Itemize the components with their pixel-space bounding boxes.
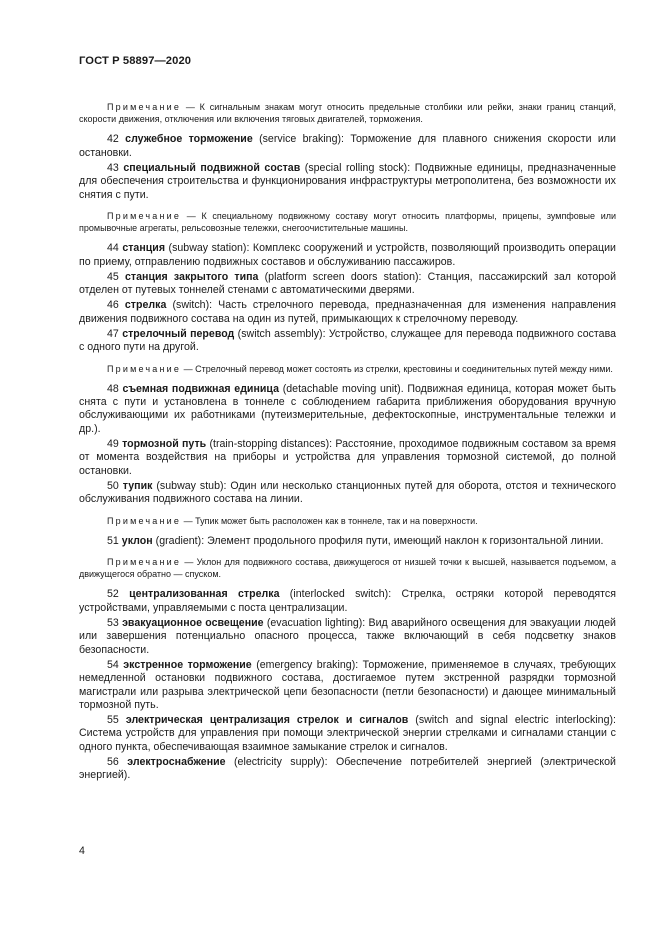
term-name: централизованная стрелка: [129, 588, 280, 601]
note-special-rolling-stock: [79, 210, 616, 234]
term-definition: (detachable moving unit). Подвижная единица, которая может быть снята с пути и установлена в тоннеле с соблюдением габарита приближения оборудования вручную обслуживающими их работниками (путеизмерительные, дефектоскопные, инструментальные тележки и др.).: [79, 382, 616, 435]
term-definition: (evacuation lighting): Вид аварийного освещения для эвакуации людей или завершения потенциально опасного процесса, также включающий в себя подсветку знаков безопасности.: [79, 617, 616, 656]
term-name: специальный подвижной состав: [123, 162, 301, 174]
term-name: станция закрытого типа: [125, 270, 259, 283]
term-entry: 42 служебное торможение (service braking): Торможение для плавного снижения скорости или остановки.: [79, 133, 616, 159]
term-definition: (special rolling stock): Подвижные единицы, предназначенные для обеспечения строительства и функционирования инфраструктуры метрополитена, без возможности их снятия с пути.: [79, 162, 617, 201]
term-entry: 53 эвакуационное освещение (evacuation lighting): Вид аварийного освещения для эвакуации людей или завершения потенциально опасного процесса, также включающий в себя подсветку знаков безопасности.: [79, 617, 616, 656]
note-text: — Уклон для подвижного состава, движущегося от низшей точки к высшей, называется подъемом, а движущегося обратно — спуском.: [79, 557, 616, 580]
term-definition: (electricity supply): Обеспечение потребителей энергией (электрической энергией).: [79, 756, 616, 782]
term-entry: 51 уклон (gradient): Элемент продольного профиля пути, имеющий наклон к горизонтальной линии.: [107, 534, 604, 547]
term-definition: (switch assembly): Устройство, служащее для перевода подвижного состава с одного пути на другой.: [79, 328, 617, 354]
term-entry: 44 станция (subway station): Комплекс сооружений и устройств, позволяющий производить операции по приему, отправлению подвижных составов и обслуживанию пассажиров.: [79, 242, 616, 268]
term-name: электроснабжение: [127, 756, 226, 769]
note-text: — К специальному подвижному составу могут относить платформы, прицепы, зумпфовые или промывочные агрегаты, рельсовозные тележки, снегоочистительные машины.: [79, 210, 616, 234]
term-definition: (subway stub): Один или несколько станционных путей для оборота, отстоя и технического обслуживания подвижного состава на линии.: [79, 479, 617, 506]
term-entry: 55 электрическая централизация стрелок и сигналов (switch and signal electric interlocking): Система устройств для управления при помощи электрической энергии стрелками и сигналами станции с одного пункта, обеспечивающая взаимное замыкание стрелок и сигналов.: [79, 714, 616, 753]
note-label: Примечание: [107, 557, 182, 568]
term-definition: (switch): Часть стрелочного перевода, предназначенная для изменения направления движения подвижного состава на один из путей, примыкающих к стрелочному переводу.: [79, 299, 616, 325]
term-definition: (interlocked switch): Стрелка, остряки которой переводятся устройствами, управляемыми с поста централизации.: [79, 588, 616, 614]
note-label: Примечание: [107, 363, 182, 374]
term-entry: 46 стрелка (switch): Часть стрелочного перевода, предназначенная для изменения направления движения подвижного состава на один из путей, примыкающих к стрелочному переводу.: [79, 299, 616, 325]
term-entry: 49 тормозной путь (train-stopping distances): Расстояние, проходимое подвижным составом за время от момента воздействия на приборы и устройства для управления тормозной системой, до полной остановки.: [79, 438, 616, 477]
term-name: стрелочный перевод: [122, 328, 235, 341]
term-definition: (emergency braking): Торможение, применяемое в случаях, требующих немедленной остановки подвижного состава, достигаемое путем экстренной разрядки тормозной магистрали или разрыва электрической цепи безопасности (петли безопасности) и дающее минимальный тормозной путь.: [79, 658, 616, 711]
note-label: Примечание: [107, 515, 182, 526]
term-entry: 43 специальный подвижной состав (special rolling stock): Подвижные единицы, предназначенные для обеспечения строительства и функционирования инфраструктуры метрополитена, без возможности их снятия с пути.: [79, 162, 617, 201]
term-name: эвакуационное освещение: [122, 617, 264, 630]
term-name: тупик: [122, 479, 153, 492]
term-name: служебное торможение: [125, 133, 253, 146]
term-name: тормозной путь: [122, 438, 207, 451]
note-label: Примечание: [107, 102, 182, 112]
term-definition: (switch and signal electric interlocking): Система устройств для управления при помощи электрической энергии стрелками и сигналами станции с одного пункта, обеспечивающая взаимное замыкание стрелок и сигналов.: [79, 714, 616, 753]
term-entry: 56 электроснабжение (electricity supply): Обеспечение потребителей энергией (электрической энергией).: [79, 756, 616, 782]
note-switch-assembly: [79, 363, 616, 375]
page-number: 4: [79, 845, 85, 857]
term-name: экстренное торможение: [123, 658, 252, 671]
note-label: Примечание: [107, 210, 182, 221]
term-entry: 45 станция закрытого типа (platform screen doors station): Станция, пассажирский зал которой отделен от путевых тоннелей стенами с автоматическими дверями.: [79, 270, 617, 297]
term-name: уклон: [121, 534, 153, 547]
term-definition: (subway station): Комплекс сооружений и устройств, позволяющий производить операции по приему, отправлению подвижных составов и обслуживанию пассажиров.: [79, 242, 616, 268]
note-stub: [79, 515, 616, 527]
term-entry: 48 съемная подвижная единица (detachable moving unit). Подвижная единица, которая может быть снята с пути и установлена в тоннеле с соблюдением габарита приближения оборудования вручную обслуживающими их работниками (путеизмерительные, дефектоскопные, инструментальные тележки и др.).: [79, 382, 616, 435]
note-text: — Стрелочный перевод может состоять из стрелки, крестовины и соединительных путей между ними.: [183, 363, 613, 374]
term-name: съемная подвижная единица: [122, 382, 279, 395]
term-definition: (service braking): Торможение для плавного снижения скорости или остановки.: [79, 133, 616, 159]
note-text: — Тупик может быть расположен как в тоннеле, так и на поверхности.: [183, 515, 478, 526]
note-text: — К сигнальным знакам могут относить предельные столбики или рейки, знаки границ станций, скорости движения, отключения или включения тяговых двигателей, торможения.: [79, 102, 616, 125]
term-entry: 50 тупик (subway stub): Один или несколько станционных путей для оборота, отстоя и технического обслуживания подвижного состава на линии.: [79, 479, 617, 506]
term-definition: (gradient): Элемент продольного профиля пути, имеющий наклон к горизонтальной линии.: [155, 534, 604, 547]
term-name: электрическая централизация стрелок и сигналов: [125, 714, 409, 727]
term-definition: (platform screen doors station): Станция, пассажирский зал которой отделен от путевых тоннелей стенами с автоматическими дверями.: [79, 270, 617, 297]
note-gradient: [79, 556, 616, 580]
term-name: станция: [122, 242, 166, 255]
term-name: стрелка: [124, 299, 167, 312]
document-header: ГОСТ Р 58897—2020: [79, 55, 192, 67]
note-signal-signs: [79, 101, 616, 125]
term-entry: 47 стрелочный перевод (switch assembly): Устройство, служащее для перевода подвижного состава с одного пути на другой.: [79, 328, 617, 354]
term-entry: 52 централизованная стрелка (interlocked switch): Стрелка, остряки которой переводятся устройствами, управляемыми с поста централизации.: [79, 588, 616, 614]
term-entry: 54 экстренное торможение (emergency braking): Торможение, применяемое в случаях, требующих немедленной остановки подвижного состава, достигаемое путем экстренной разрядки тормозной магистрали или разрыва электрической цепи безопасности (петли безопасности) и дающее минимальный тормозной путь.: [79, 658, 616, 711]
document-body: [79, 93, 616, 785]
term-definition: (train-stopping distances): Расстояние, проходимое подвижным составом за время от момента воздействия на приборы и устройства для управления тормозной системой, до полной остановки.: [79, 438, 616, 477]
